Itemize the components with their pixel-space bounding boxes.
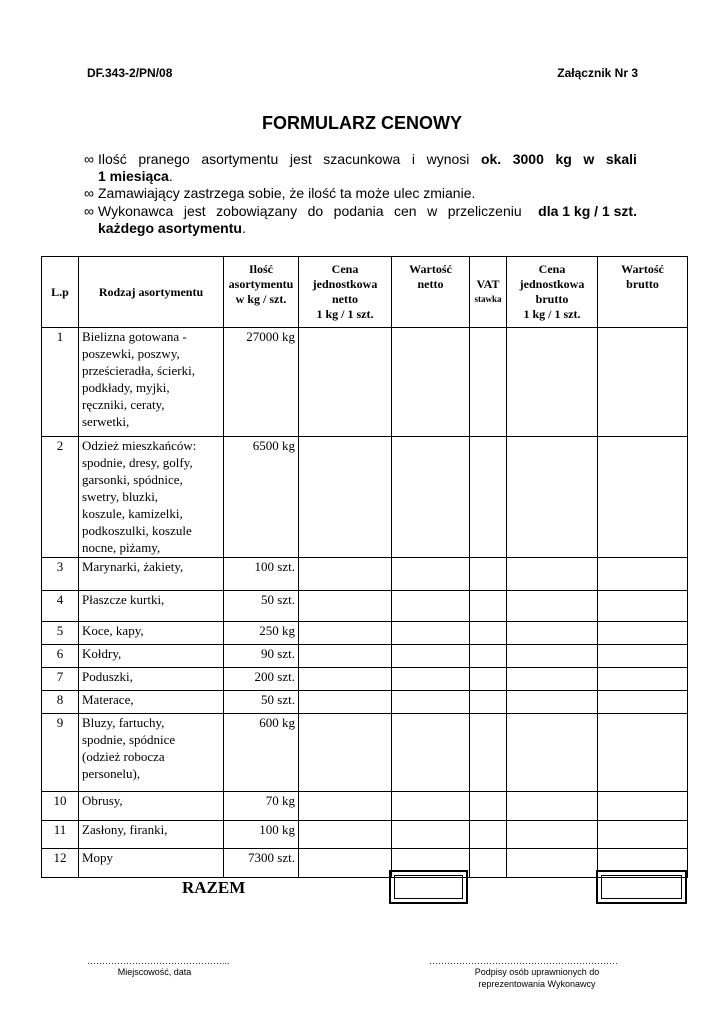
note-pricing: [84, 203, 637, 237]
header-unit-gross: [507, 257, 598, 328]
table-header-row: [42, 257, 688, 328]
row-item-name: [79, 591, 224, 622]
net-value-cell[interactable]: [392, 668, 470, 691]
unit-gross-price-cell[interactable]: [507, 645, 598, 668]
header-line: netto: [332, 292, 358, 306]
note-pricing-word: cen: [394, 203, 417, 219]
item-name-line: podkoszulki, koszule: [82, 523, 192, 538]
vat-rate-cell[interactable]: [470, 622, 507, 645]
price-table: [41, 256, 688, 878]
note-pricing-word: do: [307, 203, 324, 219]
note-pricing-word: przeliczeniu: [447, 203, 522, 219]
row-item-name: [79, 821, 224, 849]
net-value-cell[interactable]: [392, 645, 470, 668]
vat-rate-cell[interactable]: [470, 437, 507, 558]
vat-rate-cell[interactable]: [470, 691, 507, 714]
header-line: 1 kg / 1 szt.: [523, 307, 581, 321]
note-pricing-word: w: [427, 203, 438, 219]
header-name: Rodzaj asortymentu: [79, 257, 224, 328]
item-name-line: Materace,: [82, 692, 134, 707]
vat-rate-cell[interactable]: [470, 821, 507, 849]
unit-net-price-cell[interactable]: [299, 558, 392, 591]
row-quantity: 7300 szt.: [224, 849, 299, 878]
total-gross-box[interactable]: [596, 870, 687, 904]
item-name-line: Zasłony, firanki,: [82, 822, 168, 837]
net-value-cell[interactable]: [392, 437, 470, 558]
row-quantity: 250 kg: [224, 622, 299, 645]
note-quantity-emphasis: ok.: [480, 151, 502, 167]
table-row: [42, 821, 688, 849]
vat-rate-cell[interactable]: [470, 645, 507, 668]
total-label: RAZEM: [182, 878, 246, 897]
note-quantity-word: i: [411, 151, 416, 167]
row-number: 3: [42, 558, 79, 591]
row-number: 5: [42, 622, 79, 645]
net-value-cell[interactable]: [392, 622, 470, 645]
table-row: [42, 792, 688, 821]
date-caption: Miejscowość, data: [117, 967, 192, 977]
row-quantity: 70 kg: [224, 792, 299, 821]
item-name-line: prześcieradła, ścierki,: [82, 363, 195, 378]
row-number: 7: [42, 668, 79, 691]
row-number: 12: [42, 849, 79, 878]
header-line: Ilość: [249, 262, 273, 276]
unit-net-price-cell[interactable]: [299, 691, 392, 714]
note-change: [84, 185, 637, 202]
unit-net-price-cell[interactable]: [299, 645, 392, 668]
row-item-name: [79, 437, 224, 558]
item-name-line: Odzież mieszkańców:: [82, 438, 197, 453]
item-name-line: koszule, kamizelki,: [82, 506, 183, 521]
table-row: [42, 668, 688, 691]
bullet-icon: ∞: [84, 185, 94, 201]
item-name-line: serwetki,: [82, 414, 130, 429]
unit-gross-price-cell[interactable]: [507, 849, 598, 878]
table-row: [42, 328, 688, 437]
note-quantity-period: 1 miesiąca: [98, 168, 169, 184]
row-number: 4: [42, 591, 79, 622]
note-pricing-word: Wykonawca: [98, 203, 174, 219]
row-item-name: [79, 691, 224, 714]
header-line: asortymentu: [228, 277, 294, 291]
row-item-name: [79, 622, 224, 645]
net-value-cell[interactable]: [392, 792, 470, 821]
gross-value-cell[interactable]: [598, 328, 688, 437]
note-quantity-emphasis: kg: [555, 151, 572, 167]
item-name-line: poszewki, poszwy,: [82, 346, 180, 361]
item-name-line: Mopy: [82, 850, 114, 865]
item-name-line: Marynarki, żakiety,: [82, 559, 184, 574]
row-quantity: 100 szt.: [224, 558, 299, 591]
row-quantity: 200 szt.: [224, 668, 299, 691]
item-name-line: Płaszcze kurtki,: [82, 592, 165, 607]
note-quantity: [84, 151, 637, 185]
signature-line: ………………………………………………………: [429, 956, 618, 966]
note-pricing-word: jest: [183, 203, 206, 219]
item-name-line: Obrusy,: [82, 793, 123, 808]
note-change-text: Zamawiający zastrzega sobie, że ilość ta może ulec zmianie.: [98, 185, 476, 201]
note-quantity-word: szacunkowa: [323, 151, 401, 167]
gross-value-cell[interactable]: [598, 691, 688, 714]
unit-net-price-cell[interactable]: [299, 714, 392, 792]
note-pricing-end: .: [241, 220, 246, 236]
item-name-line: swetry, bluzki,: [82, 489, 159, 504]
item-name-line: podkłady, myjki,: [82, 380, 170, 395]
table-row: [42, 691, 688, 714]
table-row: [42, 437, 688, 558]
unit-gross-price-cell[interactable]: [507, 668, 598, 691]
note-pricing-scope: każdego asortymentu: [98, 220, 242, 236]
table-row: [42, 645, 688, 668]
net-value-cell[interactable]: [392, 591, 470, 622]
unit-net-price-cell[interactable]: [299, 437, 392, 558]
header-line: Cena: [331, 262, 359, 276]
unit-net-price-cell[interactable]: [299, 328, 392, 437]
unit-net-price-cell[interactable]: [299, 622, 392, 645]
row-item-name: [79, 558, 224, 591]
signature-caption: Podpisy osób uprawnionych do reprezentowania Wykonawcy: [474, 967, 600, 989]
gross-value-cell[interactable]: [598, 821, 688, 849]
net-value-cell[interactable]: [392, 691, 470, 714]
note-pricing-unit: dla 1 kg / 1 szt.: [538, 203, 637, 219]
net-value-cell[interactable]: [392, 558, 470, 591]
item-name-line: ręczniki, ceraty,: [82, 397, 165, 412]
unit-gross-price-cell[interactable]: [507, 714, 598, 792]
row-item-name: [79, 645, 224, 668]
vat-rate-cell[interactable]: [470, 591, 507, 622]
note-quantity-word: pranego: [138, 151, 190, 167]
unit-gross-price-cell[interactable]: [507, 622, 598, 645]
header-line: 1 kg / 1 szt.: [316, 307, 374, 321]
vat-rate-cell[interactable]: [470, 328, 507, 437]
table-row: [42, 714, 688, 792]
item-name-line: (odzież robocza: [82, 749, 165, 764]
vat-rate-cell[interactable]: [470, 849, 507, 878]
unit-net-price-cell[interactable]: [299, 591, 392, 622]
unit-gross-price-cell[interactable]: [507, 691, 598, 714]
note-quantity-emphasis: 3000: [512, 151, 544, 167]
note-pricing-word: zobowiązany: [216, 203, 298, 219]
item-name-line: Poduszki,: [82, 669, 133, 684]
unit-net-price-cell[interactable]: [299, 821, 392, 849]
header-line: jednostkowa: [519, 277, 585, 291]
date-signature-line: ………………………………………...: [87, 956, 230, 966]
row-quantity: 90 szt.: [224, 645, 299, 668]
document-reference: DF.343-2/PN/08: [87, 66, 173, 80]
row-item-name: [79, 714, 224, 792]
vat-rate-cell[interactable]: [470, 668, 507, 691]
row-number: 11: [42, 821, 79, 849]
header-net-value: [392, 257, 470, 328]
table-row: [42, 558, 688, 591]
header-unit-net: [299, 257, 392, 328]
row-quantity: 6500 kg: [224, 437, 299, 558]
row-quantity: 600 kg: [224, 714, 299, 792]
row-number: 6: [42, 645, 79, 668]
unit-net-price-cell[interactable]: [299, 792, 392, 821]
gross-value-cell[interactable]: [598, 668, 688, 691]
vat-rate-cell[interactable]: [470, 558, 507, 591]
row-quantity: 50 szt.: [224, 691, 299, 714]
gross-value-cell[interactable]: [598, 437, 688, 558]
note-quantity-word: asortymentu: [201, 151, 279, 167]
bullet-icon: ∞: [84, 203, 94, 219]
item-name-line: Bluzy, fartuchy,: [82, 715, 165, 730]
total-net-box[interactable]: [389, 870, 468, 904]
header-line: netto: [417, 277, 444, 291]
net-value-cell[interactable]: [392, 821, 470, 849]
gross-value-cell[interactable]: [598, 714, 688, 792]
row-number: 1: [42, 328, 79, 437]
item-name-line: personelu),: [82, 766, 141, 781]
note-quantity-word: Ilość: [98, 151, 127, 167]
vat-rate-cell[interactable]: [470, 792, 507, 821]
item-name-line: garsonki, spódnice,: [82, 472, 183, 487]
header-quantity: [224, 257, 299, 328]
note-quantity-end: .: [168, 168, 173, 184]
table-row: [42, 622, 688, 645]
row-item-name: [79, 668, 224, 691]
header-line: Cena: [538, 262, 566, 276]
header-line: jednostkowa: [312, 277, 378, 291]
unit-gross-price-cell[interactable]: [507, 328, 598, 437]
header-line: brutto: [535, 292, 569, 306]
header-line: w kg / szt.: [235, 292, 287, 306]
header-gross-value: [598, 257, 688, 328]
unit-net-price-cell[interactable]: [299, 849, 392, 878]
table-row: [42, 849, 688, 878]
unit-gross-price-cell[interactable]: [507, 821, 598, 849]
header-vat: VAT stawka: [470, 257, 507, 328]
row-number: 9: [42, 714, 79, 792]
attachment-label: Załącznik Nr 3: [557, 66, 638, 80]
form-title: FORMULARZ CENOWY: [262, 113, 462, 133]
header-line: Wartość: [621, 262, 664, 276]
item-name-line: spodnie, spódnice: [82, 732, 176, 747]
row-number: 2: [42, 437, 79, 558]
gross-value-cell[interactable]: [598, 645, 688, 668]
net-value-cell[interactable]: [392, 328, 470, 437]
note-quantity-emphasis: w: [583, 151, 595, 167]
note-pricing-word: podania: [333, 203, 384, 219]
unit-gross-price-cell[interactable]: [507, 591, 598, 622]
row-item-name: [79, 849, 224, 878]
row-quantity: 27000 kg: [224, 328, 299, 437]
note-quantity-word: wynosi: [426, 151, 470, 167]
bullet-icon: ∞: [84, 151, 94, 167]
gross-value-cell[interactable]: [598, 591, 688, 622]
item-name-line: Bielizna gotowana -: [82, 329, 187, 344]
row-quantity: 100 kg: [224, 821, 299, 849]
unit-gross-price-cell[interactable]: [507, 558, 598, 591]
gross-value-cell[interactable]: [598, 558, 688, 591]
unit-gross-price-cell[interactable]: [507, 437, 598, 558]
item-name-line: Kołdry,: [82, 646, 122, 661]
note-quantity-word: jest: [289, 151, 312, 167]
table-row: [42, 591, 688, 622]
unit-gross-price-cell[interactable]: [507, 792, 598, 821]
row-quantity: 50 szt.: [224, 591, 299, 622]
row-number: 8: [42, 691, 79, 714]
item-name-line: spodnie, dresy, golfy,: [82, 455, 193, 470]
note-quantity-emphasis: skali: [605, 151, 637, 167]
header-line: brutto: [626, 277, 659, 291]
unit-net-price-cell[interactable]: [299, 668, 392, 691]
row-item-name: [79, 792, 224, 821]
net-value-cell[interactable]: [392, 714, 470, 792]
item-name-line: Koce, kapy,: [82, 623, 144, 638]
vat-rate-cell[interactable]: [470, 714, 507, 792]
gross-value-cell[interactable]: [598, 622, 688, 645]
header-line: Wartość: [409, 262, 452, 276]
row-item-name: [79, 328, 224, 437]
header-lp: L.p: [42, 257, 79, 328]
row-number: 10: [42, 792, 79, 821]
item-name-line: nocne, piżamy,: [82, 540, 161, 555]
gross-value-cell[interactable]: [598, 792, 688, 821]
